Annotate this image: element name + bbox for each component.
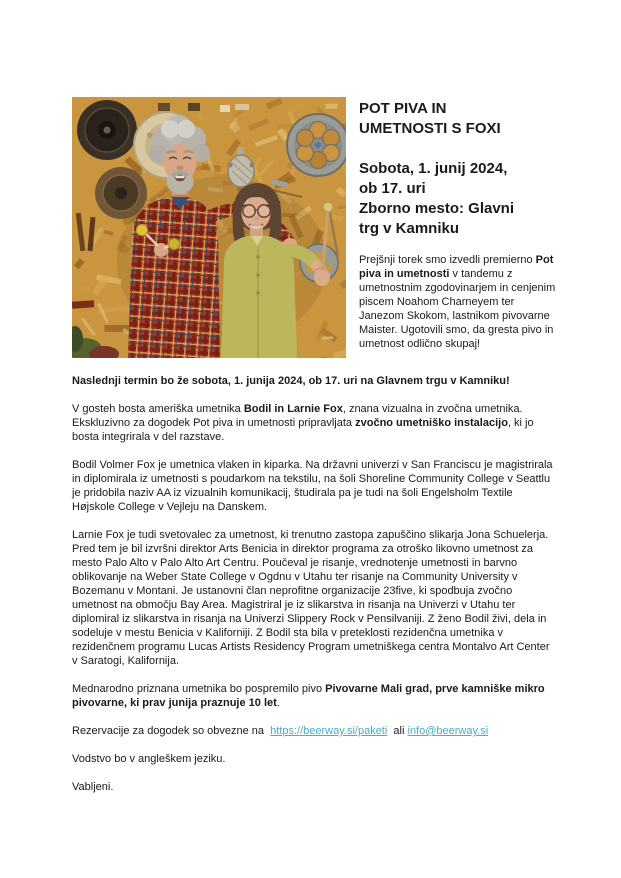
- event-photo: [72, 97, 346, 358]
- text-run: ali: [387, 725, 408, 737]
- text-run: zvočno umetniško instalacijo: [355, 417, 508, 429]
- text-run: .: [276, 697, 280, 709]
- text-run: V gosteh bosta ameriška umetnika: [72, 403, 244, 415]
- text-line: Sobota, 1. junij 2024,: [359, 160, 508, 177]
- text-line: ob 17. uri: [359, 180, 426, 197]
- header-section: [72, 97, 557, 358]
- text-run: Bodil in Larnie Fox: [243, 403, 343, 415]
- next-event-note: Naslednji termin bo že sobota, 1. junija 2024, ob 17. uri na Glavnem trgu v Kamniku!: [72, 375, 510, 387]
- text-line: UMETNOSTI S FOXI: [359, 120, 501, 137]
- pulley-disc-icon: [77, 100, 137, 160]
- page-title: [359, 99, 557, 139]
- intro-paragraph: [359, 253, 557, 351]
- beer-paragraph: [72, 682, 557, 710]
- flyer-content: [72, 97, 557, 808]
- larnie-bio-paragraph: Larnie Fox je tudi svetovalec za umetnost, ki trenutno zastopa zapuščino slikarja Jona Schuelerja. Pred tem je bil izvršni direktor Arts Benicia in direktor programa za otroško likovno umetnost za mesto Palo Alto v Palo Alto Art Centru. Poučeval je risanje, vrednotenje umetnosti in barvno oblikovanje na Weber State College v Ogdnu v Utahu ter risanje na Community University v Bozemanu v Montani. Je ustanovni član neprofitne organizacije 23five, ki spodbuja zvočno umetnost na območju Bay Area. Magistriral je iz slikarstva in risanja na Univerzi v Utahu ter diplomiral iz slikarstva in risanja na Univerzi Slippery Rock v Pensilvaniji. Z ženo Bodil živi, dela in sodeluje v mestu Benicia v Kaliforniji. Z Bodil sta bila v preteklosti rezidenčna umetnika v rezidenčnem programu Lucas Artists Residency Program umetniškega centra Montalvo Art Center v Saratogi, Kalifornija.: [72, 529, 553, 667]
- bodil-bio-paragraph: Bodil Volmer Fox je umetnica vlaken in kiparka. Na državni univerzi v San Franciscu je magistrirala in diplomirala iz umetnosti s poudarkom na tekstilu, na šoli Shoreline Community College v Seattlu je pridobila naziv AA iz vizualnih komunikacij, študirala pa je tudi na šoli Engelsholm Textile Højskole College v Vejleju na Danskem.: [72, 459, 556, 513]
- closing-line: Vabljeni.: [72, 781, 114, 793]
- text-line: POT PIVA IN: [359, 100, 447, 117]
- guests-paragraph: [72, 402, 557, 444]
- language-note: Vodstvo bo v angleškem jeziku.: [72, 753, 226, 765]
- event-datetime-location: [359, 159, 557, 239]
- text-run: Pivovarne Mali grad, prve kamniške mikro pivovarne, ki prav junija praznuje 10 let: [72, 683, 548, 709]
- text-run: v tandemu z umetnostnim zgodovinarjem in cenjenim piscem Noahom Charneyem ter Janezom Skokom, lastnikom pivovarne Maister. Ugotovili smo, da gresta pivo in umetnost odlično skupaj!: [359, 268, 559, 350]
- text-run: Prejšnji torek smo izvedli premierno: [359, 254, 536, 266]
- metal-disc-icon: [95, 167, 147, 219]
- text-line: trg v Kamniku: [359, 220, 460, 237]
- header-text-column: [359, 97, 557, 358]
- text-line: Zborno mesto: Glavni: [359, 200, 515, 217]
- email-link[interactable]: info@beerway.si: [407, 725, 489, 737]
- film-reel-icon: [287, 114, 346, 176]
- text-run: Mednarodno priznana umetnika bo pospremilo pivo: [72, 683, 326, 695]
- text-run: Pot piva in umetnosti: [359, 254, 557, 280]
- text-run: , ki jo bosta integrirala v del razstave.: [72, 417, 537, 443]
- text-run: Rezervacije za dogodek so obvezne na: [72, 725, 271, 737]
- reservations-paragraph: [72, 724, 557, 738]
- text-run: , znana vizualna in zvočna umetnika. Ekskluzivno za dogodek Pot piva in umetnosti pripravljata: [72, 403, 526, 429]
- reservations-link[interactable]: https://beerway.si/paketi: [270, 725, 388, 737]
